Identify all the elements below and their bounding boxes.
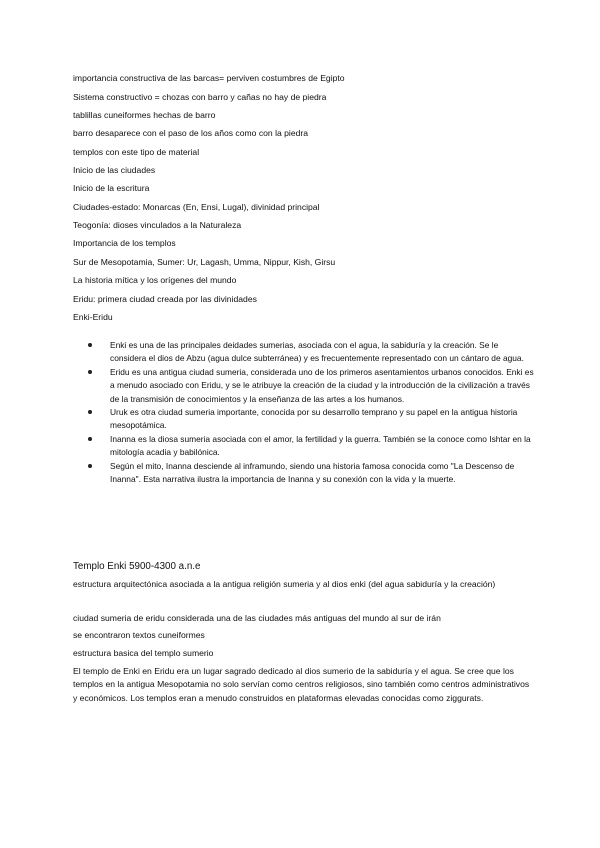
list-item: Enki es una de las principales deidades sumerias, asociada con el agua, la sabiduría y la creación. Se le considera el dios de Abzu (agua dulce subterránea) y es frecuentemente representado con un cántaro de agua. (96, 339, 536, 366)
bullet-icon (88, 437, 92, 441)
list-item: Inanna es la diosa sumeria asociada con el amor, la fertilidad y la guerra. También se la conoce como Ishtar en la mitología acadia y babilónica. (96, 433, 536, 460)
note-line: Eridu: primera ciudad creada por las divinidades (73, 294, 257, 304)
note-line: templos con este tipo de material (73, 147, 200, 157)
bullet-icon (88, 370, 92, 374)
note-line: Inicio de las ciudades (73, 165, 156, 175)
temple-line: ciudad sumeria de eridu considerada una de las ciudades más antiguas del mundo al sur de irán (73, 613, 441, 623)
note-line: barro desaparece con el paso de los años como con la piedra (73, 128, 309, 138)
note-line: Enki-Eridu (73, 312, 113, 322)
list-item: Eridu es una antigua ciudad sumeria, considerada uno de los primeros asentamientos urbanos conocidos. Enki es a menudo asociado con Eridu, y se le atribuye la creación de la ciudad y la introducción de la civilización a través de la transmisión de conocimientos y la enseñanza de las artes a los humanos. (96, 366, 536, 406)
temple-line: estructura basica del templo sumerio (73, 648, 214, 658)
note-line: importancia constructiva de las barcas= perviven costumbres de Egipto (73, 73, 345, 83)
note-line: Ciudades-estado: Monarcas (En, Ensi, Lugal), divinidad principal (73, 202, 320, 212)
temple-line: estructura arquitectónica asociada a la antigua religión sumeria y al dios enki (del agua sabiduría y la creación) (73, 579, 496, 589)
temple-paragraph: El templo de Enki en Eridu era un lugar sagrado dedicado al dios sumerio de la sabiduría y el agua. Se cree que los templos en la antigua Mesopotamia no solo servían como centros religiosos, sino también como centros administrativos y económicos. Los templos eran a menudo construidos en plataformas elevadas conocidas como ziggurats. (73, 666, 530, 703)
note-line: La historia mítica y los orígenes del mundo (73, 275, 237, 285)
note-line: Importancia de los templos (73, 238, 176, 248)
list-item: Uruk es otra ciudad sumeria importante, conocida por su desarrollo temprano y su papel en la antigua historia mesopotámica. (96, 406, 536, 433)
note-line: Sur de Mesopotamia, Sumer: Ur, Lagash, Umma, Nippur, Kish, Girsu (73, 257, 336, 267)
bullet-icon (88, 343, 92, 347)
bullet-icon (88, 464, 92, 468)
note-line: Inicio de la escritura (73, 183, 150, 193)
note-line: Sistema constructivo = chozas con barro y cañas no hay de piedra (73, 92, 327, 102)
list-item: Según el mito, Inanna desciende al inframundo, siendo una historia famosa conocida como "La Descenso de Inanna". Esta narrativa ilustra la importancia de Inanna y su conexión con la vida y la muerte. (96, 460, 536, 487)
note-line: tablillas cuneiformes hechas de barro (73, 110, 216, 120)
temple-line: se encontraron textos cuneiformes (73, 630, 205, 640)
note-line: Teogonía: dioses vinculados a la Naturaleza (73, 220, 242, 230)
section-heading: Templo Enki 5900-4300 a.n.e (73, 561, 201, 572)
bullet-icon (88, 410, 92, 414)
bullet-list (96, 339, 536, 486)
